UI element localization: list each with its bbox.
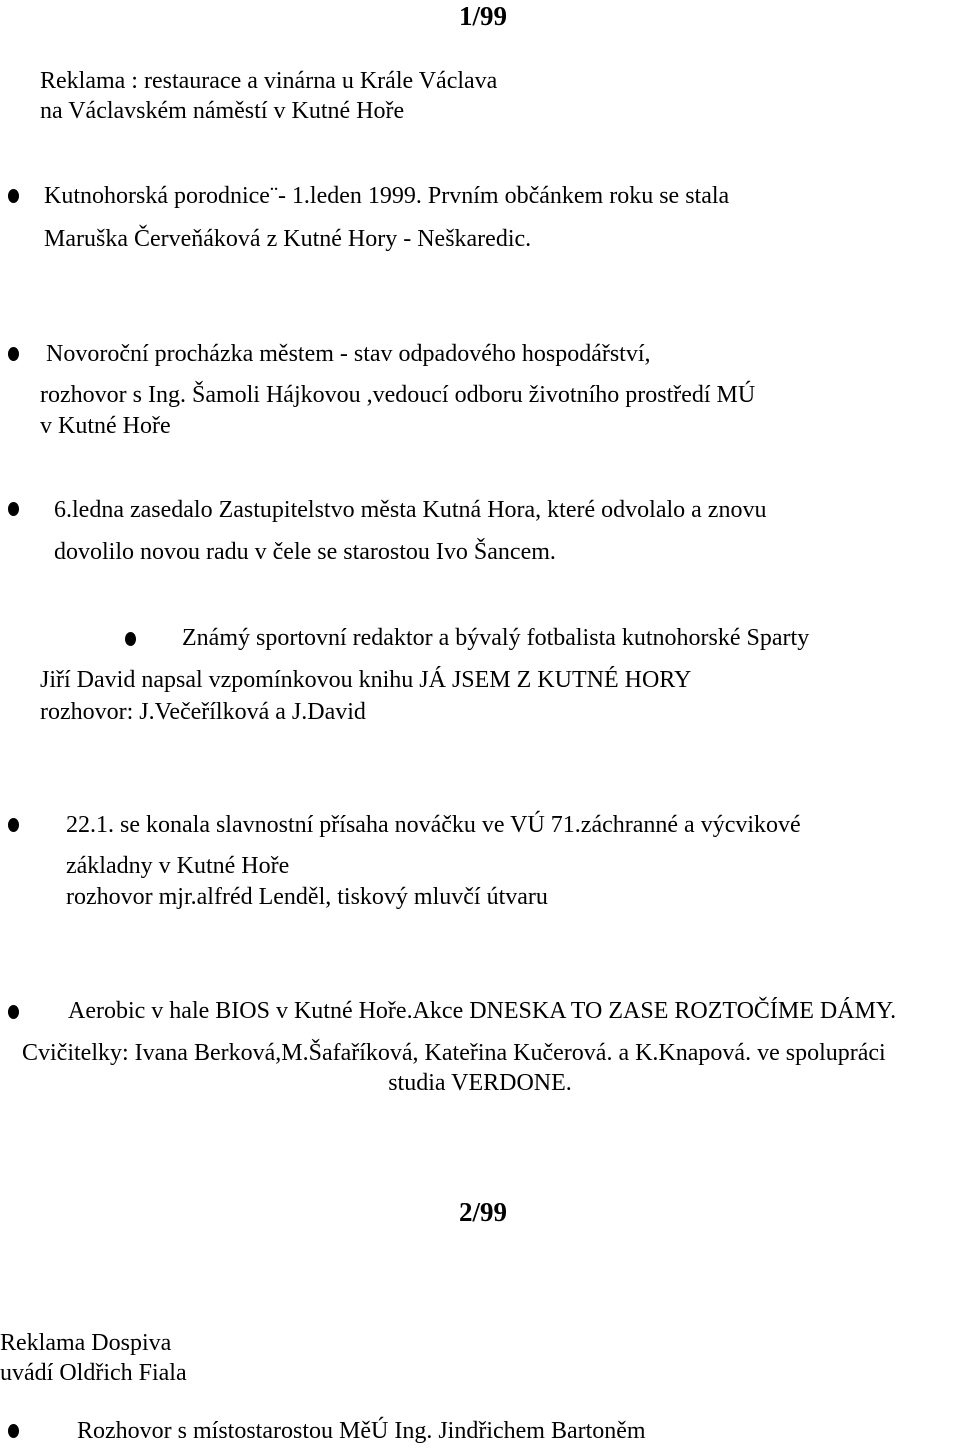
- item-line: rozhovor s Ing. Šamoli Hájkovou ,vedoucí odboru životního prostředí MÚ: [40, 382, 756, 408]
- item-line: Kutnohorská porodnice¨- 1.leden 1999. Prvním občánkem roku se stala: [44, 183, 730, 209]
- bullet-icon: [8, 347, 19, 361]
- item-line: Známý sportovní redaktor a bývalý fotbalista kutnohorské Sparty: [182, 625, 810, 651]
- item-line: Rozhovor s místostarostou MěÚ Ing. Jindřichem Bartoněm: [77, 1418, 646, 1444]
- issue-heading: 1/99: [459, 1, 508, 31]
- item-line: Cvičitelky: Ivana Berková,M.Šafaříková, Kateřina Kučerová. a K.Knapová. ve spolupráci: [22, 1040, 886, 1066]
- item-line: Aerobic v hale BIOS v Kutné Hoře.Akce DNESKA TO ZASE ROZTOČÍME DÁMY.: [68, 998, 897, 1024]
- item-line: 22.1. se konala slavnostní přísaha nováčku ve VÚ 71.záchranné a výcvikové: [66, 812, 801, 838]
- item-line: studia VERDONE.: [388, 1070, 572, 1096]
- bullet-icon: [8, 1005, 19, 1019]
- bullet-icon: [8, 818, 19, 832]
- bullet-icon: [8, 502, 19, 516]
- item-line: v Kutné Hoře: [40, 413, 171, 439]
- item-line: rozhovor: J.Večeřílková a J.David: [40, 699, 366, 725]
- reklama-line: Reklama Dospiva: [0, 1330, 172, 1356]
- reklama-line: uvádí Oldřich Fiala: [0, 1360, 187, 1386]
- item-line: dovolilo novou radu v čele se starostou Ivo Šancem.: [54, 539, 556, 565]
- bullet-icon: [8, 1424, 19, 1438]
- reklama-line: na Václavském náměstí v Kutné Hoře: [40, 98, 405, 124]
- item-line: 6.ledna zasedalo Zastupitelstvo města Kutná Hora, které odvolalo a znovu: [54, 497, 767, 523]
- bullet-icon: [8, 189, 19, 203]
- item-line: rozhovor mjr.alfréd Lenděl, tiskový mluvčí útvaru: [66, 884, 548, 910]
- issue-heading: 2/99: [459, 1197, 508, 1227]
- bullet-icon: [125, 632, 136, 646]
- item-line: Novoroční procházka městem - stav odpadového hospodářství,: [46, 341, 651, 367]
- reklama-line: Reklama : restaurace a vinárna u Krále Václava: [40, 68, 498, 94]
- item-line: Maruška Červeňáková z Kutné Hory - Neškaredic.: [44, 226, 532, 252]
- item-line: základny v Kutné Hoře: [66, 853, 290, 879]
- item-line: Jiří David napsal vzpomínkovou knihu JÁ JSEM Z KUTNÉ HORY: [40, 667, 692, 693]
